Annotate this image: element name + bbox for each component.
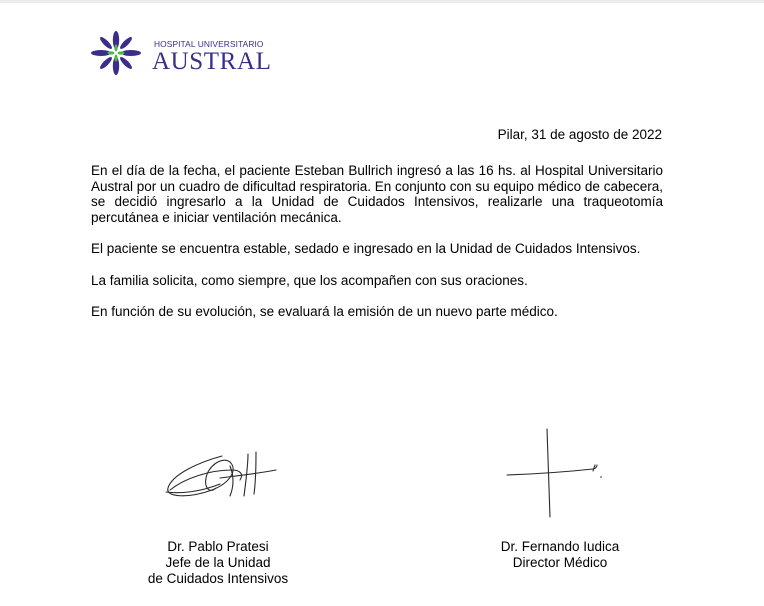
signature-iudica <box>505 425 610 525</box>
logo-subtitle: HOSPITAL UNIVERSITARIO <box>154 39 264 49</box>
letter-body <box>91 163 663 336</box>
signer-name: Dr. Pablo Pratesi <box>167 539 269 554</box>
letter-date: Pilar, 31 de agosto de 2022 <box>497 127 662 142</box>
paragraph-3: La familia solicita, como siempre, que los acompañen con sus oraciones. <box>91 272 528 288</box>
signer-role: de Cuidados Intensivos <box>147 571 289 586</box>
top-border <box>0 0 764 3</box>
signature-block-left <box>128 539 308 587</box>
logo-title: AUSTRAL <box>152 48 272 75</box>
star-flower-icon <box>88 30 144 76</box>
signer-name: Dr. Fernando Iudica <box>500 539 620 554</box>
hospital-logo <box>88 30 288 80</box>
signer-role: Jefe de la Unidad <box>165 555 271 570</box>
signature-pratesi <box>160 448 278 508</box>
paragraph-2: El paciente se encuentra estable, sedado e ingresado en la Unidad de Cuidados Intensivos. <box>91 241 641 256</box>
paragraph-1: En el día de la fecha, el paciente Esteban Bullrich ingresó a las 16 hs. al Hospital Universitario Austral por un cuadro de dificultad respiratoria. En conjunto con su equipo médico de cabecera, se decidió ingresarlo a la Unidad de Cuidados Intensivos, realizarle una traqueotomía percutánea e iniciar ventilación mecánica. <box>91 163 663 225</box>
signer-role: Director Médico <box>512 555 608 570</box>
paragraph-4: En función de su evolución, se evaluará la emisión de un nuevo parte médico. <box>91 304 558 319</box>
signature-block-right <box>470 539 650 571</box>
